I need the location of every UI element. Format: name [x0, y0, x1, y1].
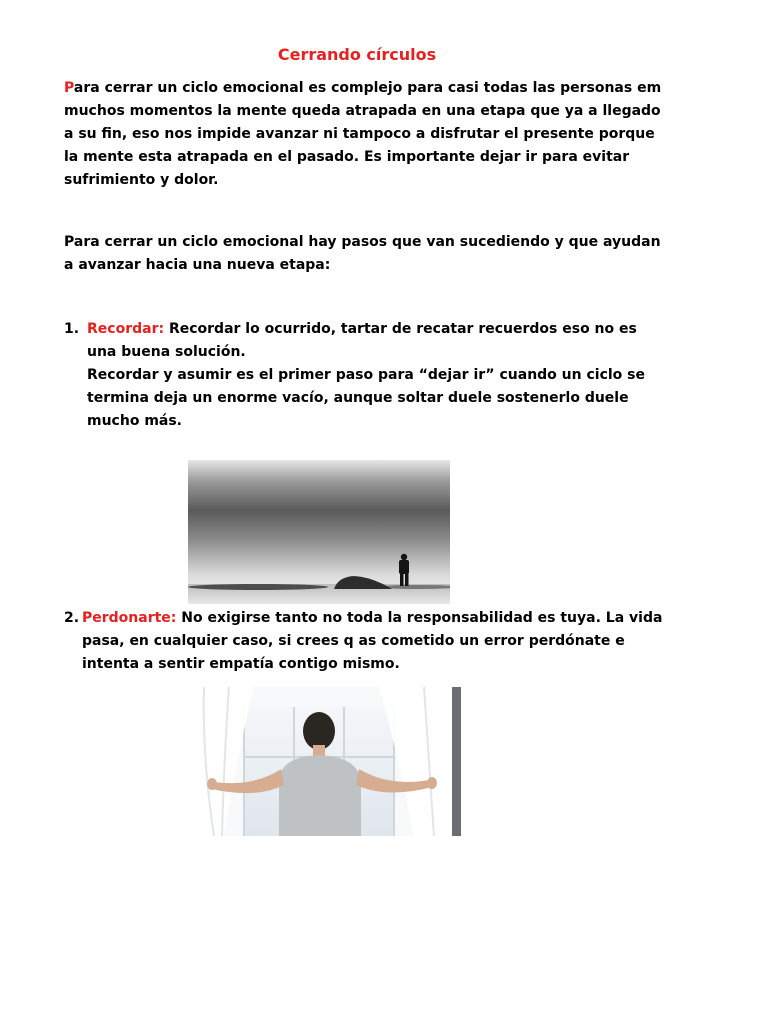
step-text-continued: Recordar y asumir es el primer paso para “dejar ir” cuando un ciclo se termina deja un enorme vacío, aunque soltar duele sostenerlo duele mucho más. [87, 367, 645, 429]
step-term: Perdonarte: [82, 610, 177, 626]
list-number: 1. [64, 321, 80, 337]
step-term: Recordar: [87, 321, 165, 337]
step-text: Recordar lo ocurrido, tartar de recatar recuerdos eso no es una buena solución. [87, 321, 637, 360]
intro-paragraph [64, 77, 664, 192]
steps-intro-paragraph: Para cerrar un ciclo emocional hay pasos que van sucediendo y que ayudan a avanzar hacia una nueva etapa: [64, 234, 661, 273]
list-number: 2. [64, 610, 80, 626]
drop-letter: P [64, 80, 74, 96]
list-item-recordar [64, 318, 664, 433]
intro-text: ara cerrar un ciclo emocional es complejo para casi todas las personas em muchos momentos la mente queda atrapada en una etapa que ya a llegado a su fin, eso nos impide avanzar ni tampoco a disfrutar el presente porque la mente esta atrapada en el pasado. Es importante dejar ir para evitar sufrimiento y dolor. [64, 80, 662, 188]
step-text: No exigirse tanto no toda la responsabilidad es tuya. La vida pasa, en cualquier caso, si crees q as cometido un error perdónate e intenta a sentir empatía contigo mismo. [82, 610, 663, 672]
curtains-photo-illustration [184, 687, 461, 836]
man-opening-curtains-photo [184, 687, 461, 836]
list-item-body [87, 318, 664, 433]
page-title: Cerrando círculos [277, 45, 437, 64]
lonely-man-beach-photo [188, 460, 450, 604]
beach-photo-illustration [188, 460, 450, 604]
list-item-body [82, 607, 664, 676]
list-item-perdonarte [64, 607, 664, 676]
